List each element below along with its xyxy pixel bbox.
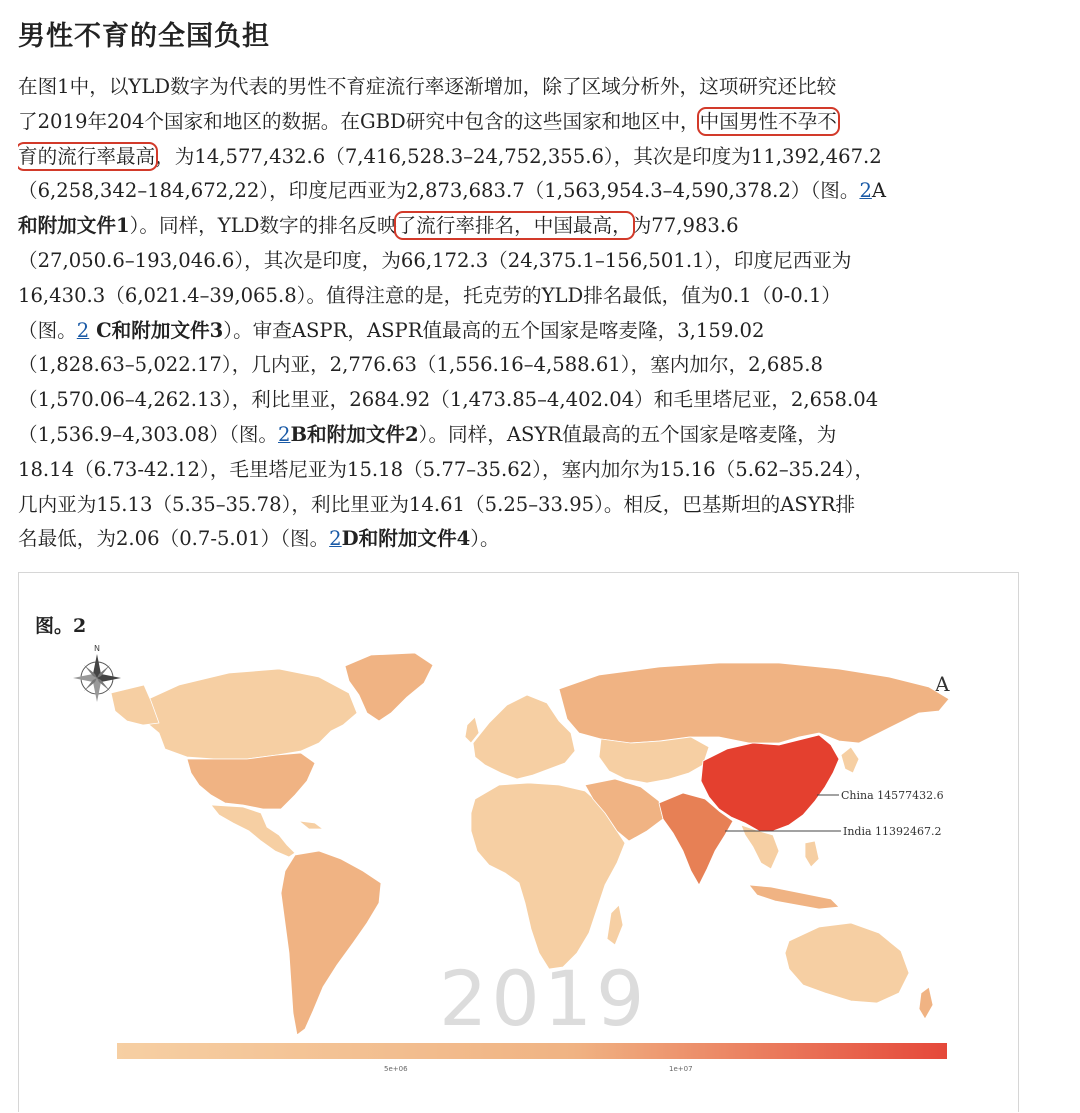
figure-ref-link[interactable]: 2 (278, 422, 291, 446)
panel-letter: A (935, 672, 950, 696)
supplement-ref: B和附加文件2 (290, 422, 419, 446)
article-paragraph (18, 70, 1020, 557)
paragraph-line (18, 279, 1020, 314)
text-run: 几内亚为15.13（5.35–35.78），利比里亚为14.61（5.25–33.95）。相反，巴基斯坦的ASYR排 (18, 492, 856, 516)
text-run: ）。审查ASPR，ASPR值最高的五个国家是喀麦隆，3,159.02 (223, 318, 765, 342)
region-madagascar (607, 905, 623, 945)
region-africa (471, 783, 625, 969)
paragraph-line (18, 140, 1020, 175)
text-run: 名最低，为2.06（0.7-5.01）（图。 (18, 527, 330, 551)
region-mexico (211, 805, 295, 857)
paragraph-line (18, 105, 1020, 140)
text-run: ）。 (470, 527, 500, 551)
text-run: 18.14（6.73-42.12），毛里塔尼亚为15.18（5.77–35.62），塞内加尔为15.16（5.62–35.24）， (18, 457, 875, 481)
supplement-ref: 和附加文件1 (18, 214, 130, 238)
color-legend-bar (117, 1043, 947, 1059)
figure-ref-link[interactable]: 2 (76, 318, 90, 342)
highlighted-phrase: 中国男性不孕不 (699, 109, 837, 133)
text-run: 了2019年204个国家和地区的数据。在GBD研究中包含的这些国家和地区中， (18, 109, 700, 133)
paragraph-line (18, 314, 1020, 349)
figure-label: 图。2 (35, 615, 87, 637)
figure-ref-link[interactable]: 2 (859, 179, 872, 203)
region-canada (144, 669, 357, 759)
region-australia (785, 923, 909, 1003)
world-map-figure (19, 573, 1020, 1113)
region-alaska (111, 685, 159, 725)
text-run: （27,050.6–193,046.6），其次是印度，为66,172.3（24,375.1–156,501.1），印度尼西亚为 (18, 248, 852, 272)
text-run: （1,828.63–5,022.17），几内亚，2,776.63（1,556.16–4,588.61），塞内加尔，2,685.8 (18, 353, 823, 377)
region-japan (841, 747, 859, 773)
paragraph-line (18, 522, 1020, 557)
text-run: ，为14,577,432.6（7,416,528.3–24,752,355.6），其次是印度为11,392,467.2 (155, 144, 882, 168)
text-run: （1,536.9–4,303.08）（图。 (18, 422, 279, 446)
year-watermark: 2019 (439, 954, 649, 1043)
text-run: （图。 (18, 318, 77, 342)
text-run: ）。同样，ASYR值最高的五个国家是喀麦隆，为 (418, 422, 837, 446)
legend-tick-1: 5e+06 (384, 1065, 408, 1073)
text-run: （1,570.06–4,262.13），利比里亚，2684.92（1,473.85–4,402.04）和毛里塔尼亚，2,658.04 (18, 388, 879, 412)
india-callout-label: India 11392467.2 (843, 825, 942, 838)
region-europe (473, 695, 575, 779)
text-run: 在图1中，以YLD数字为代表的男性不育症流行率逐渐增加，除了区域分析外，这项研究还比较 (18, 75, 837, 98)
region-usa (187, 753, 315, 809)
text-run: A (871, 179, 887, 203)
region-greenland (345, 653, 433, 721)
highlighted-phrase: 育的流行率最高 (18, 144, 156, 168)
region-indonesia (749, 885, 839, 909)
text-run: 为77,983.6 (631, 214, 739, 238)
text-run: （6,258,342–184,672,22），印度尼西亚为2,873,683.7（1,563,954.3–4,590,378.2）（图。 (18, 179, 860, 203)
paragraph-line (18, 174, 1020, 209)
supplement-ref: C和附加文件3 (89, 318, 224, 342)
figure-2 (18, 572, 1019, 1112)
compass-north-label: N (94, 644, 100, 653)
paragraph-line (18, 383, 1020, 418)
region-philippines (805, 841, 819, 867)
text-run: 16,430.3（6,021.4–39,065.8）。值得注意的是，托克劳的YLD排名最低，值为0.1（0-0.1） (18, 283, 842, 307)
text-run: ）。同样，YLD数字的排名反映 (129, 214, 397, 238)
paragraph-line (18, 453, 1020, 488)
paragraph-line (18, 418, 1020, 453)
region-new-zealand (919, 987, 933, 1019)
supplement-ref: D和附加文件4 (341, 527, 471, 551)
paragraph-line (18, 488, 1020, 523)
region-russia (559, 663, 949, 743)
region-south-america (281, 851, 381, 1035)
region-caribbean (299, 821, 323, 829)
region-southeast-asia (741, 825, 779, 869)
figure-ref-link[interactable]: 2 (329, 527, 342, 551)
region-central-asia (599, 737, 709, 783)
paragraph-line (18, 348, 1020, 383)
paragraph-line (18, 209, 1020, 244)
paragraph-line (18, 244, 1020, 279)
highlighted-phrase: 了流行率排名，中国最高， (396, 214, 632, 238)
china-callout-label: China 14577432.6 (841, 789, 944, 802)
legend-tick-2: 1e+07 (669, 1065, 693, 1073)
section-title: 男性不育的全国负担 (18, 21, 270, 52)
paragraph-line (18, 70, 1020, 105)
